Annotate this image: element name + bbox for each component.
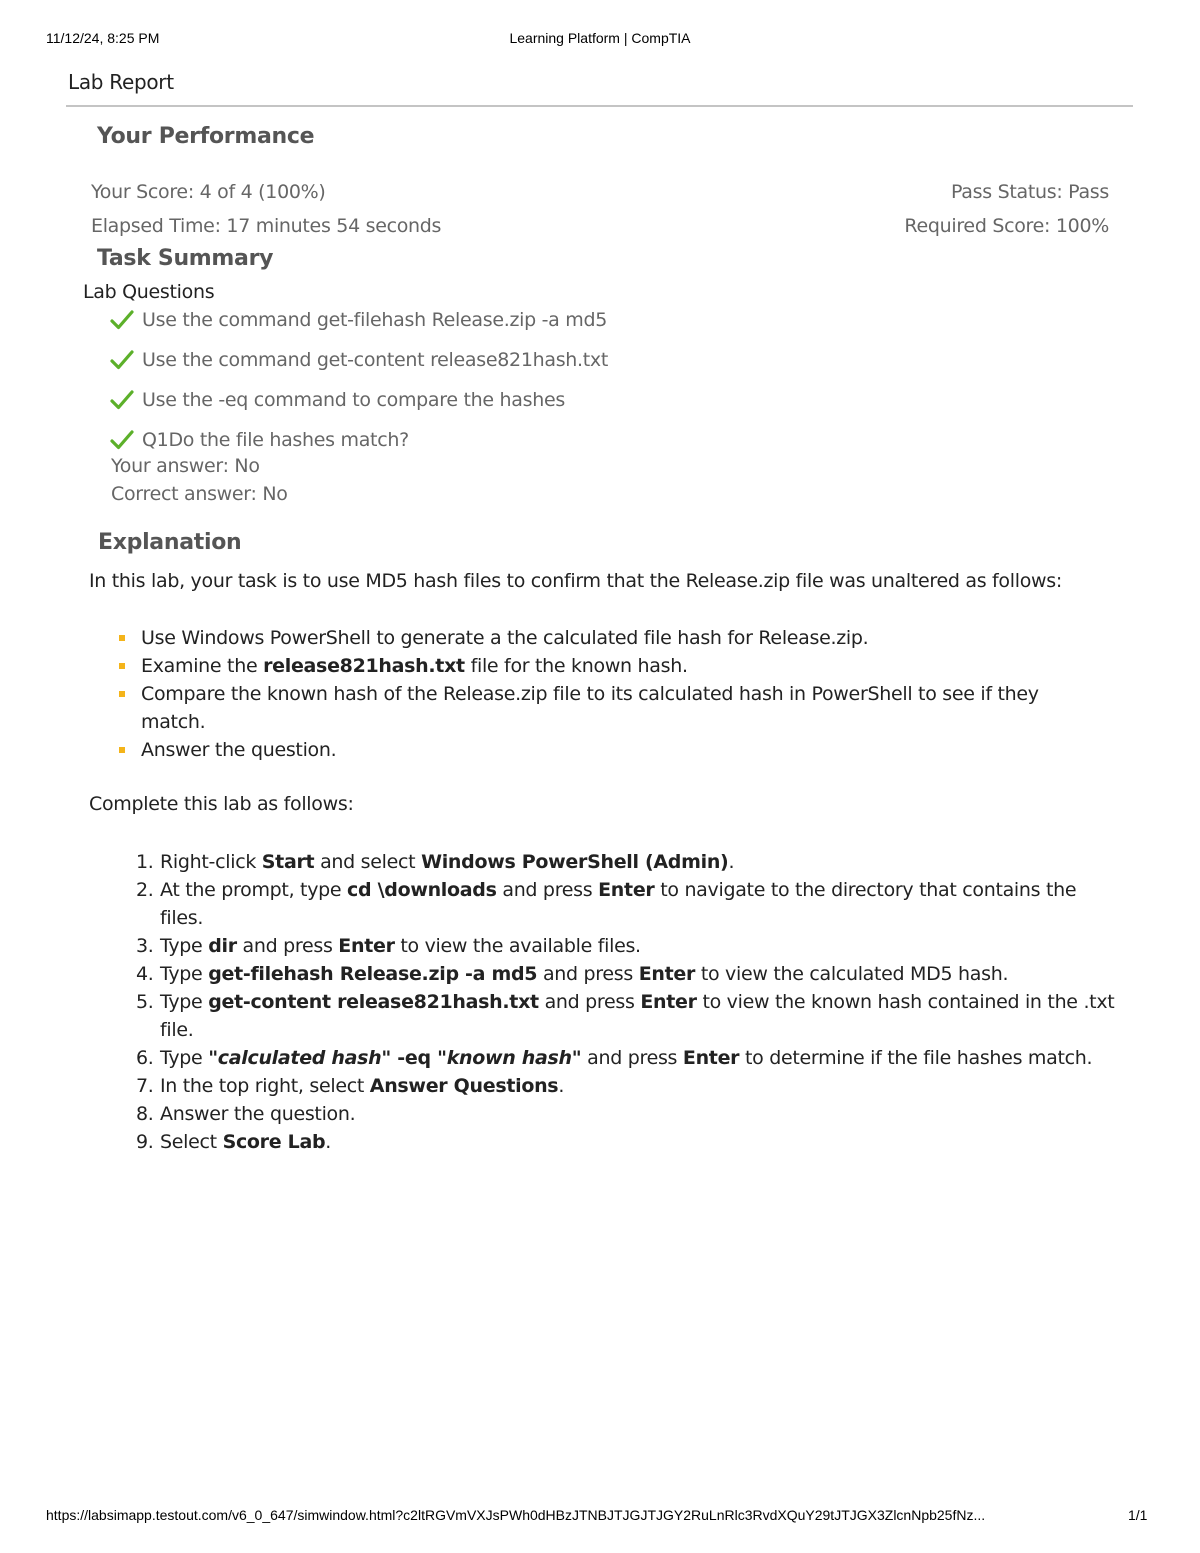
performance-heading: Your Performance	[97, 124, 315, 149]
task-summary-heading: Task Summary	[97, 246, 274, 271]
your-score: Your Score: 4 of 4 (100%)	[91, 181, 326, 203]
list-item: 8. Answer the question.	[136, 1103, 356, 1125]
task-item	[110, 305, 607, 335]
list-item: 7. In the top right, select Answer Questions.	[136, 1075, 565, 1097]
task-text: Use the command get-filehash Release.zip -a md5	[142, 309, 608, 331]
list-item: 6. Type "calculated hash" -eq "known hash" and press Enter to determine if the file hashes match.	[136, 1047, 1093, 1069]
explanation-heading: Explanation	[98, 530, 242, 555]
bullet-square-icon	[119, 635, 125, 641]
list-item: 9. Select Score Lab.	[136, 1131, 332, 1153]
check-icon	[110, 388, 134, 412]
list-item: 5. Type get-content release821hash.txt and press Enter to view the known hash contained in the .txt file.	[136, 991, 1115, 1041]
steps-list	[136, 848, 1116, 1156]
task-item	[110, 385, 565, 415]
print-page-number: 1/1	[1128, 1507, 1148, 1523]
explanation-intro: In this lab, your task is to use MD5 hash files to confirm that the Release.zip file was unaltered as follows:	[89, 570, 1062, 592]
your-answer: Your answer: No	[111, 455, 260, 477]
pass-status: Pass Status: Pass	[950, 181, 1109, 203]
task-text: Use the -eq command to compare the hashes	[142, 389, 565, 411]
task-text: Use the command get-content release821hash.txt	[142, 349, 609, 371]
list-item: 4. Type get-filehash Release.zip -a md5 and press Enter to view the calculated MD5 hash.	[136, 963, 1009, 985]
task-text: Q1Do the file hashes match?	[142, 429, 409, 451]
explanation-bullet-list	[117, 624, 1097, 764]
correct-answer: Correct answer: No	[111, 483, 288, 505]
bullet-square-icon	[119, 663, 125, 669]
list-item: Use Windows PowerShell to generate a the calculated file hash for Release.zip.	[117, 624, 1097, 652]
list-item: 1. Right-click Start and select Windows PowerShell (Admin).	[136, 851, 735, 873]
print-url: https://labsimapp.testout.com/v6_0_647/simwindow.html?c2ltRGVmVXJsPWh0dHBzJTNBJTJGJTJGY2RuLnRlc3RvdXQuY29tJTJGX3ZlcnNpb25fNz...	[46, 1507, 986, 1523]
bullet-square-icon	[119, 747, 125, 753]
list-item: 2. At the prompt, type cd \downloads and press Enter to navigate to the directory that contains the files.	[136, 879, 1077, 929]
task-item	[110, 425, 409, 455]
title-divider	[66, 105, 1133, 107]
lab-questions-label: Lab Questions	[83, 281, 215, 303]
check-icon	[110, 348, 134, 372]
print-date: 11/12/24, 8:25 PM	[46, 30, 160, 46]
print-page-title: Learning Platform | CompTIA	[509, 30, 691, 46]
task-item	[110, 345, 608, 375]
list-item: Answer the question.	[117, 736, 1097, 764]
list-item: 3. Type dir and press Enter to view the available files.	[136, 935, 641, 957]
lab-report-title: Lab Report	[68, 70, 174, 94]
list-item: Examine the release821hash.txt file for the known hash.	[117, 652, 1097, 680]
complete-lab-intro: Complete this lab as follows:	[89, 793, 354, 815]
check-icon	[110, 308, 134, 332]
check-icon	[110, 428, 134, 452]
list-item: Compare the known hash of the Release.zip file to its calculated hash in PowerShell to see if they match.	[117, 680, 1097, 736]
elapsed-time: Elapsed Time: 17 minutes 54 seconds	[91, 215, 442, 237]
required-score: Required Score: 100%	[904, 215, 1109, 237]
bullet-square-icon	[119, 691, 125, 697]
